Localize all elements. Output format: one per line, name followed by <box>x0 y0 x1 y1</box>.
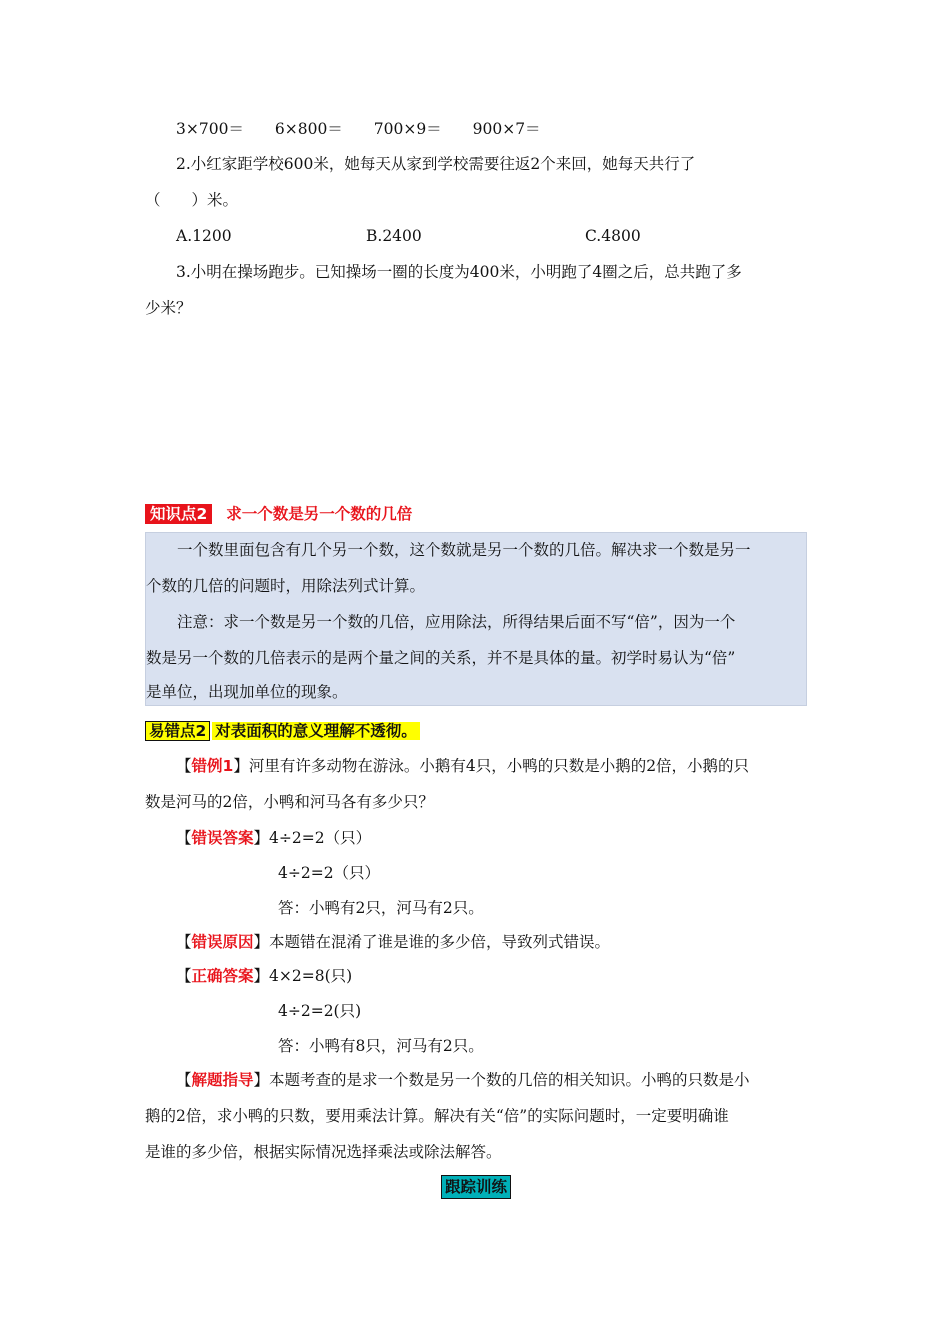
wrong-answer-line: 4÷2=2（只） <box>278 864 381 882</box>
calc-item: 700×9＝ <box>373 120 442 138</box>
q2-line2: （ ）米。 <box>145 191 239 209</box>
error-point-header <box>145 720 420 742</box>
kp-para2-line1: 注意：求一个数是另一个数的几倍，应用除法，所得结果后面不写“倍”，因为一个 <box>177 613 736 631</box>
example-text: 河里有许多动物在游泳。小鹅有4只，小鸭的只数是小鹅的2倍，小鹅的只 <box>248 757 750 775</box>
reason-row: 【错误原因】本题错在混淆了谁是谁的多少倍，导致列式错误。 <box>176 933 611 951</box>
correct-answer-tag: 正确答案 <box>191 967 254 985</box>
training-label: 跟踪训练 <box>441 1175 511 1199</box>
kp-para2-line3: 是单位，出现加单位的现象。 <box>146 683 348 701</box>
calc-row <box>176 118 541 140</box>
calc-item: 900×7＝ <box>472 120 541 138</box>
guide-tag: 解题指导 <box>191 1071 254 1089</box>
wrong-answer-line: 答：小鸭有2只，河马有2只。 <box>278 899 484 917</box>
knowledge-point-label: 知识点2 <box>145 504 212 524</box>
correct-answer-line: 答：小鸭有8只，河马有2只。 <box>278 1037 484 1055</box>
correct-answer-line: 4÷2=2(只) <box>278 1002 362 1020</box>
reason-text: 本题错在混淆了谁是谁的多少倍，导致列式错误。 <box>269 933 611 951</box>
guide-line2: 鹅的2倍，求小鸭的只数，要用乘法计算。解决有关“倍”的实际问题时，一定要明确谁 <box>145 1107 729 1125</box>
example-line2: 数是河马的2倍，小鸭和河马各有多少只？ <box>145 793 434 811</box>
q2-option-a: A.1200 <box>176 227 232 245</box>
error-point-title: 对表面积的意义理解不透彻。 <box>212 722 420 740</box>
guide-row: 【解题指导】本题考查的是求一个数是另一个数的几倍的相关知识。小鸭的只数是小 <box>176 1071 750 1089</box>
knowledge-point-title: 求一个数是另一个数的几倍 <box>226 505 413 523</box>
correct-answer-line: 4×2=8(只) <box>269 967 353 985</box>
guide-text: 本题考查的是求一个数是另一个数的几倍的相关知识。小鸭的只数是小 <box>269 1071 750 1089</box>
kp-para1-line2: 个数的几倍的问题时，用除法列式计算。 <box>146 577 426 595</box>
q2-option-c: C.4800 <box>585 227 641 245</box>
example-line1: 【错例1】河里有许多动物在游泳。小鹅有4只，小鸭的只数是小鹅的2倍，小鹅的只 <box>176 757 750 775</box>
wrong-answer-tag: 错误答案 <box>191 829 254 847</box>
calc-item: 6×800＝ <box>274 120 343 138</box>
example-tag: 错例1 <box>191 757 234 775</box>
error-point-label: 易错点2 <box>145 721 210 741</box>
q2-option-b: B.2400 <box>366 227 422 245</box>
reason-tag: 错误原因 <box>191 933 254 951</box>
knowledge-point-header <box>145 503 412 525</box>
q3-line1: 3.小明在操场跑步。已知操场一圈的长度为400米，小明跑了4圈之后，总共跑了多 <box>176 263 742 281</box>
knowledge-point-box <box>145 532 807 706</box>
calc-item: 3×700＝ <box>176 120 244 138</box>
wrong-answer-row: 【错误答案】4÷2=2（只） <box>176 829 372 847</box>
kp-para2-line2: 数是另一个数的几倍表示的是两个量之间的关系，并不是具体的量。初学时易认为“倍” <box>146 649 736 667</box>
guide-line3: 是谁的多少倍，根据实际情况选择乘法或除法解答。 <box>145 1143 502 1161</box>
correct-answer-row: 【正确答案】4×2=8(只) <box>176 967 353 985</box>
kp-para1-line1: 一个数里面包含有几个另一个数，这个数就是另一个数的几倍。解决求一个数是另一 <box>177 541 751 559</box>
q3-line2: 少米？ <box>145 299 192 317</box>
q2-line1: 2.小红家距学校600米，她每天从家到学校需要往返2个来回，她每天共行了 <box>176 155 696 173</box>
wrong-answer-line: 4÷2=2（只） <box>269 829 372 847</box>
